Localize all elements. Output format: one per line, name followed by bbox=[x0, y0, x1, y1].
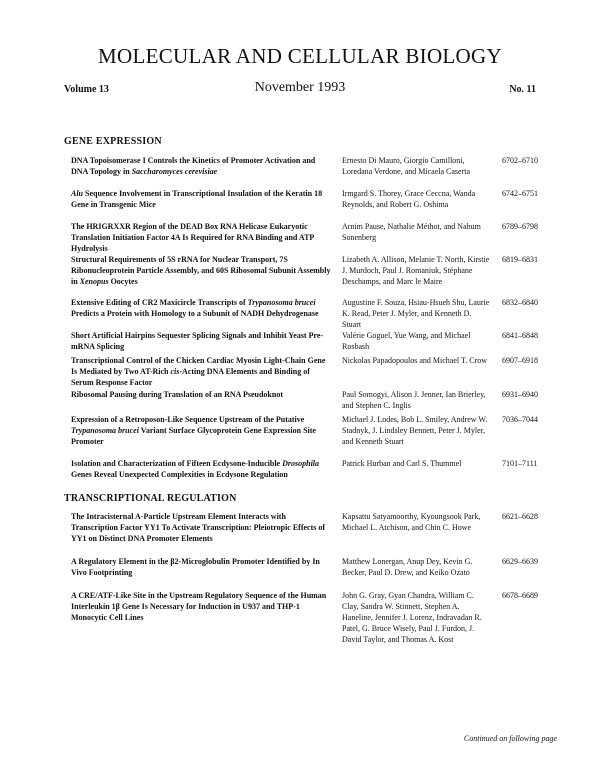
article-authors: Kapsattu Satyamoorthy, Kyoungsook Park, Michael L. Atchison, and Chin C. Howe bbox=[342, 512, 481, 532]
article-authors: Ernesto Di Mauro, Giorgio Camilloni, Loredana Verdone, and Micaela Caserta bbox=[342, 156, 471, 176]
article-pages: 7036–7044 bbox=[502, 415, 538, 424]
article-authors: Irmgard S. Thorey, Grace Ceccna, Wanda Reynolds, and Robert G. Oshima bbox=[342, 189, 476, 209]
article-title: DNA Topoisomerase I Controls the Kinetics of Promoter Activation and DNA Topology in Saccharomyces cerevisiae bbox=[71, 156, 316, 176]
article-pages: 6702–6710 bbox=[502, 156, 538, 165]
article-title: Transcriptional Control of the Chicken Cardiac Myosin Light-Chain Gene Is Mediated by Two AT-Rich cis-Acting DNA Elements and Binding of Serum Response Factor bbox=[71, 356, 326, 387]
article-title: Ribosomal Pausing during Translation of an RNA Pseudoknot bbox=[71, 390, 283, 399]
article-title: The Intracisternal A-Particle Upstream Element Interacts with Transcription Factor YY1 To Activate Transcription: Pleiotropic Effects of YY1 on Distinct DNA Promoter Elements bbox=[71, 512, 326, 543]
volume-number: Volume 13 bbox=[64, 84, 109, 95]
article-title: The HRIGRXXR Region of the DEAD Box RNA Helicase Eukaryotic Translation Initiation Factor 4A Is Required for RNA Binding and ATP Hydrolysis bbox=[71, 222, 314, 253]
article-pages: 6832–6840 bbox=[502, 298, 538, 307]
article-title: Alu Sequence Involvement in Transcriptional Insulation of the Keratin 18 Gene in Transgenic Mice bbox=[71, 189, 323, 209]
journal-title: MOLECULAR AND CELLULAR BIOLOGY bbox=[98, 44, 502, 68]
article-title: Short Artificial Hairpins Sequester Splicing Signals and Inhibit Yeast Pre-mRNA Splicing bbox=[71, 331, 324, 351]
article-pages: 6841–6848 bbox=[502, 331, 538, 340]
section-heading-gene-expression: GENE EXPRESSION bbox=[64, 136, 162, 147]
article-pages: 6931–6940 bbox=[502, 390, 538, 399]
article-title: Structural Requirements of 5S rRNA for Nuclear Transport, 7S Ribonucleoprotein Particle Assembly, and 60S Ribosomal Subunit Assembly in Xenopus Oocytes bbox=[71, 255, 331, 286]
continued-note: Continued on following page bbox=[463, 734, 557, 743]
article-authors: Nickolas Papadopoulos and Michael T. Crow bbox=[342, 356, 488, 365]
article-title: A CRE/ATF-Like Site in the Upstream Regulatory Sequence of the Human Interleukin 1β Gene Is Necessary for Induction in U937 and THP-1 Monocytic Cell Lines bbox=[71, 591, 327, 622]
article-authors: Matthew Lonergan, Anup Dey, Kevin G. Becker, Paul D. Drew, and Keiko Ozato bbox=[342, 557, 473, 577]
article-pages: 6629–6639 bbox=[502, 557, 538, 566]
article-pages: 6907–6918 bbox=[502, 356, 538, 365]
article-authors: Valérie Goguel, Yue Wang, and Michael Rosbash bbox=[342, 331, 471, 351]
issue-info-row bbox=[64, 80, 536, 100]
article-pages: 6789–6798 bbox=[502, 222, 538, 231]
article-authors: Paul Somogyi, Alison J. Jenner, Ian Brierley, and Stephen C. Inglis bbox=[342, 390, 486, 410]
article-pages: 6819–6831 bbox=[502, 255, 538, 264]
article-pages: 6742–6751 bbox=[502, 189, 538, 198]
section-heading-transcriptional-regulation: TRANSCRIPTIONAL REGULATION bbox=[64, 493, 237, 504]
article-pages: 7101–7111 bbox=[502, 459, 538, 468]
article-authors: Lizabeth A. Allison, Melanie T. North, Kirstie J. Murdoch, Paul J. Romaniuk, Stéphane Deschamps, and Marc le Maire bbox=[342, 255, 490, 286]
issue-number: No. 11 bbox=[509, 84, 536, 95]
article-authors: Augustine F. Souza, Hsiau-Hsueh Shu, Laurie K. Read, Peter J. Myler, and Kenneth D. Stuart bbox=[342, 298, 490, 329]
article-title: Extensive Editing of CR2 Maxicircle Transcripts of Trypanosoma brucei Predicts a Protein with Homology to a Subunit of NADH Dehydrogenase bbox=[71, 298, 319, 318]
article-authors: Arnim Pause, Nathalie Méthot, and Nahum Sonenberg bbox=[342, 222, 481, 242]
issue-date: November 1993 bbox=[254, 80, 346, 95]
article-authors: Patrick Hurban and Carl S. Thummel bbox=[342, 459, 462, 468]
article-authors: Michael J. Lodes, Bob L. Smiley, Andrew W. Stadnyk, J. Lindsley Bennett, Peter J. Myler, and Kenneth Stuart bbox=[342, 415, 488, 446]
article-title: Isolation and Characterization of Fifteen Ecdysone-Inducible Drosophila Genes Reveal Unexpected Complexities in Ecdysone Regulation bbox=[71, 459, 320, 479]
article-pages: 6621–6628 bbox=[502, 512, 538, 521]
article-title: A Regulatory Element in the β2-Microglobulin Promoter Identified by In Vivo Footprinting bbox=[71, 557, 320, 577]
article-title: Expression of a Retroposon-Like Sequence Upstream of the Putative Trypanosoma brucei Variant Surface Glycoprotein Gene Expression Site Promoter bbox=[71, 415, 316, 446]
article-pages: 6678–6689 bbox=[502, 591, 538, 600]
article-authors: John G. Gray, Gyan Chandra, William C. Clay, Sandra W. Stinnett, Stephen A. Haneline, Jennifer J. Lorenz, Indravadan R. Patel, G. Bruce Wisely, Paul J. Furdon, J. David Taylor, and Thomas A. Kost bbox=[342, 591, 482, 644]
